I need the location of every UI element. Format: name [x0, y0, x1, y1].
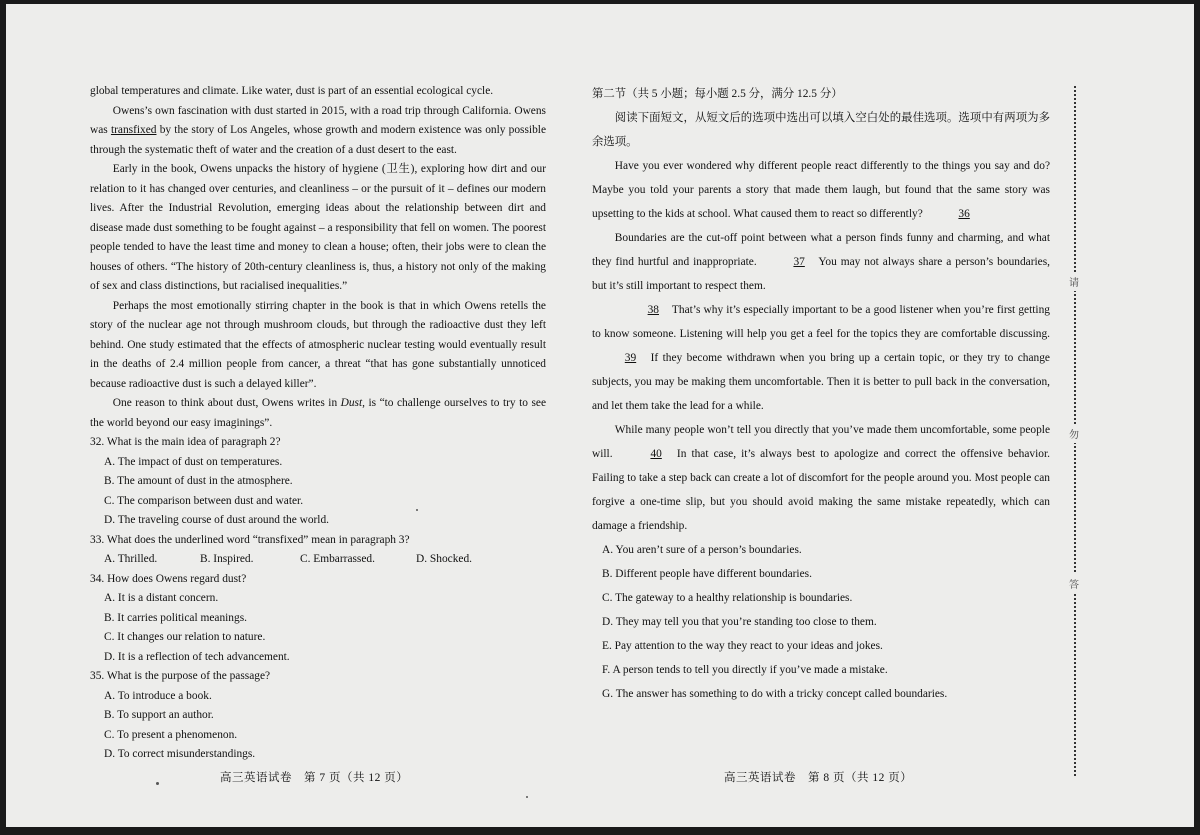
option: B. The amount of dust in the atmosphere. — [104, 475, 293, 487]
option: A. The impact of dust on temperatures. — [104, 455, 283, 468]
option: C. The comparison between dust and water. — [104, 494, 304, 507]
text-span: Boundaries are the cut-off point between what a person finds funny and charming, and what they find hurtful and inappropriate. — [592, 232, 1050, 268]
page-footer-left: 高三英语试卷 第 7 页（共 12 页） — [220, 772, 409, 784]
text-span: You may not always share a person’s boundaries, but it’s still important to respect them. — [592, 256, 1051, 292]
text-span: One reason to think about dust, Owens writes in — [112, 397, 341, 409]
exam-sheet — [6, 4, 1194, 827]
option: B. It carries political meanings. — [104, 611, 247, 624]
option-b: B. Different people have different boundaries. — [602, 568, 812, 580]
passage-paragraph — [592, 418, 1050, 538]
blank-38: 38 — [647, 304, 659, 316]
underlined-word: transfixed — [110, 124, 157, 136]
option: B. Inspired. — [200, 553, 254, 565]
passage-paragraph: Early in the book, Owens unpacks the history of hygiene (卫生), exploring how dirt and our relation to it has changed over centuries, and cleanliness – or the pursuit of it – defines our modern lives. After the Industrial Revolution, emerging ideas about the relationship between dirt and disease made dust something to be fought against – a responsibility that fell on women. The poorest people tended to have the least time and money to clean a house; often, their jobs were to clean the houses of others. “The history of 20th-century cleanliness is, thus, a history not only of the making of sex and class distinctions, but racialised inequalities.” — [90, 163, 546, 292]
text-span: Have you ever wondered why different people react differently to the things you say and do? Maybe you told your parents a story that made them laugh, but found that the same story was upsetting to the kids at school. What caused them to react so differently? — [592, 160, 1050, 220]
blank-37: 37 — [793, 256, 805, 268]
text-span: Owens’s own fascination with dust started in 2015, with a road trip through California. Owens was — [90, 104, 546, 136]
passage-paragraph — [592, 154, 1050, 226]
text-span: That’s why it’s especially important to be a good listener when you’re first getting to know someone. Listening will help you get a feel for the topics they are comfortable discussing. — [592, 304, 1050, 340]
left-column — [90, 82, 546, 765]
blank-39: 39 — [624, 352, 637, 364]
section-title: 第二节（共 5 小题；每小题 2.5 分，满分 12.5 分） — [592, 88, 843, 100]
option-g: G. The answer has something to do with a tricky concept called boundaries. — [602, 688, 948, 700]
text-span: In that case, it’s always best to apologize and correct the offensive behavior. Failing to take a step back can create a lot of discomfort for the people around you. Most people can forgive a one-time slip, but you should avoid making the same mistake repeatedly, which can damage a friendship. — [592, 448, 1050, 532]
question-35: 35. What is the purpose of the passage? — [90, 670, 271, 682]
margin-seal-char: 答 — [1066, 574, 1082, 593]
option-a: A. You aren’t sure of a person’s boundaries. — [602, 544, 802, 556]
margin-seal-char: 请 — [1066, 272, 1082, 291]
passage-paragraph — [90, 394, 546, 433]
option: B. To support an author. — [104, 709, 214, 721]
blank-40: 40 — [650, 448, 662, 460]
option: C. It changes our relation to nature. — [104, 631, 266, 643]
option: D. Shocked. — [416, 553, 472, 565]
instructions: 阅读下面短文，从短文后的选项中选出可以填入空白处的最佳选项。选项中有两项为多余选项。 — [592, 112, 1050, 148]
option-f: F. A person tends to tell you directly if you’ve made a mistake. — [602, 664, 888, 676]
scan-speck — [156, 782, 159, 785]
blank-36: 36 — [958, 208, 970, 220]
option: D. It is a reflection of tech advancement. — [104, 650, 290, 663]
option: C. To present a phenomenon. — [104, 728, 238, 741]
page-footer-right: 高三英语试卷 第 8 页（共 12 页） — [724, 772, 913, 784]
passage-paragraph: global temperatures and climate. Like water, dust is part of an essential ecological cycle. — [90, 85, 494, 97]
option-row — [104, 550, 546, 570]
passage-paragraph — [592, 226, 1050, 298]
option: A. Thrilled. — [104, 553, 158, 565]
margin-seal-char: 勿 — [1066, 424, 1082, 443]
scan-speck — [416, 509, 418, 511]
option: C. Embarrassed. — [300, 553, 375, 565]
option: D. To correct misunderstandings. — [104, 748, 256, 760]
question-33: 33. What does the underlined word “transfixed” mean in paragraph 3? — [90, 533, 410, 546]
option: D. The traveling course of dust around the world. — [104, 514, 330, 526]
option-d: D. They may tell you that you’re standing too close to them. — [602, 616, 877, 628]
option-c: C. The gateway to a healthy relationship is boundaries. — [602, 592, 853, 604]
option: A. It is a distant concern. — [104, 592, 219, 604]
book-title: Dust — [340, 397, 363, 409]
passage-paragraph — [90, 102, 546, 161]
passage-paragraph — [592, 298, 1050, 418]
passage-paragraph: Perhaps the most emotionally stirring chapter in the book is that in which Owens retells the story of the nuclear age not through mushroom clouds, but through the radioactive dust they left behind. One study estimated that the effects of atmospheric nuclear testing would eventually result in the deaths of 2.4 million people from cancer, a threat “that has gone substantially unnoticed because radioactive dust is such a delayed killer”. — [90, 299, 546, 390]
question-32: 32. What is the main idea of paragraph 2? — [90, 436, 281, 448]
option: A. To introduce a book. — [104, 689, 212, 702]
text-span: If they become withdrawn when you bring up a certain topic, or they try to change subjects, you may be making them uncomfortable. Then it is better to pull back in the conversation, and let them take the lead for a while. — [592, 352, 1050, 412]
scan-speck — [526, 796, 528, 798]
text-span: While many people won’t tell you directly that you’ve made them uncomfortable, some people will. — [592, 424, 1050, 460]
right-column — [592, 82, 1050, 706]
text-span: by the story of Los Angeles, whose growth and modern existence was only possible through the systematic theft of water and the creation of a dust desert to the east. — [90, 124, 546, 156]
text-span: , is “to challenge ourselves to try to see the world beyond our easy imaginings”. — [90, 397, 547, 429]
option-e: E. Pay attention to the way they react to your ideas and jokes. — [602, 640, 883, 652]
question-34: 34. How does Owens regard dust? — [90, 572, 247, 585]
